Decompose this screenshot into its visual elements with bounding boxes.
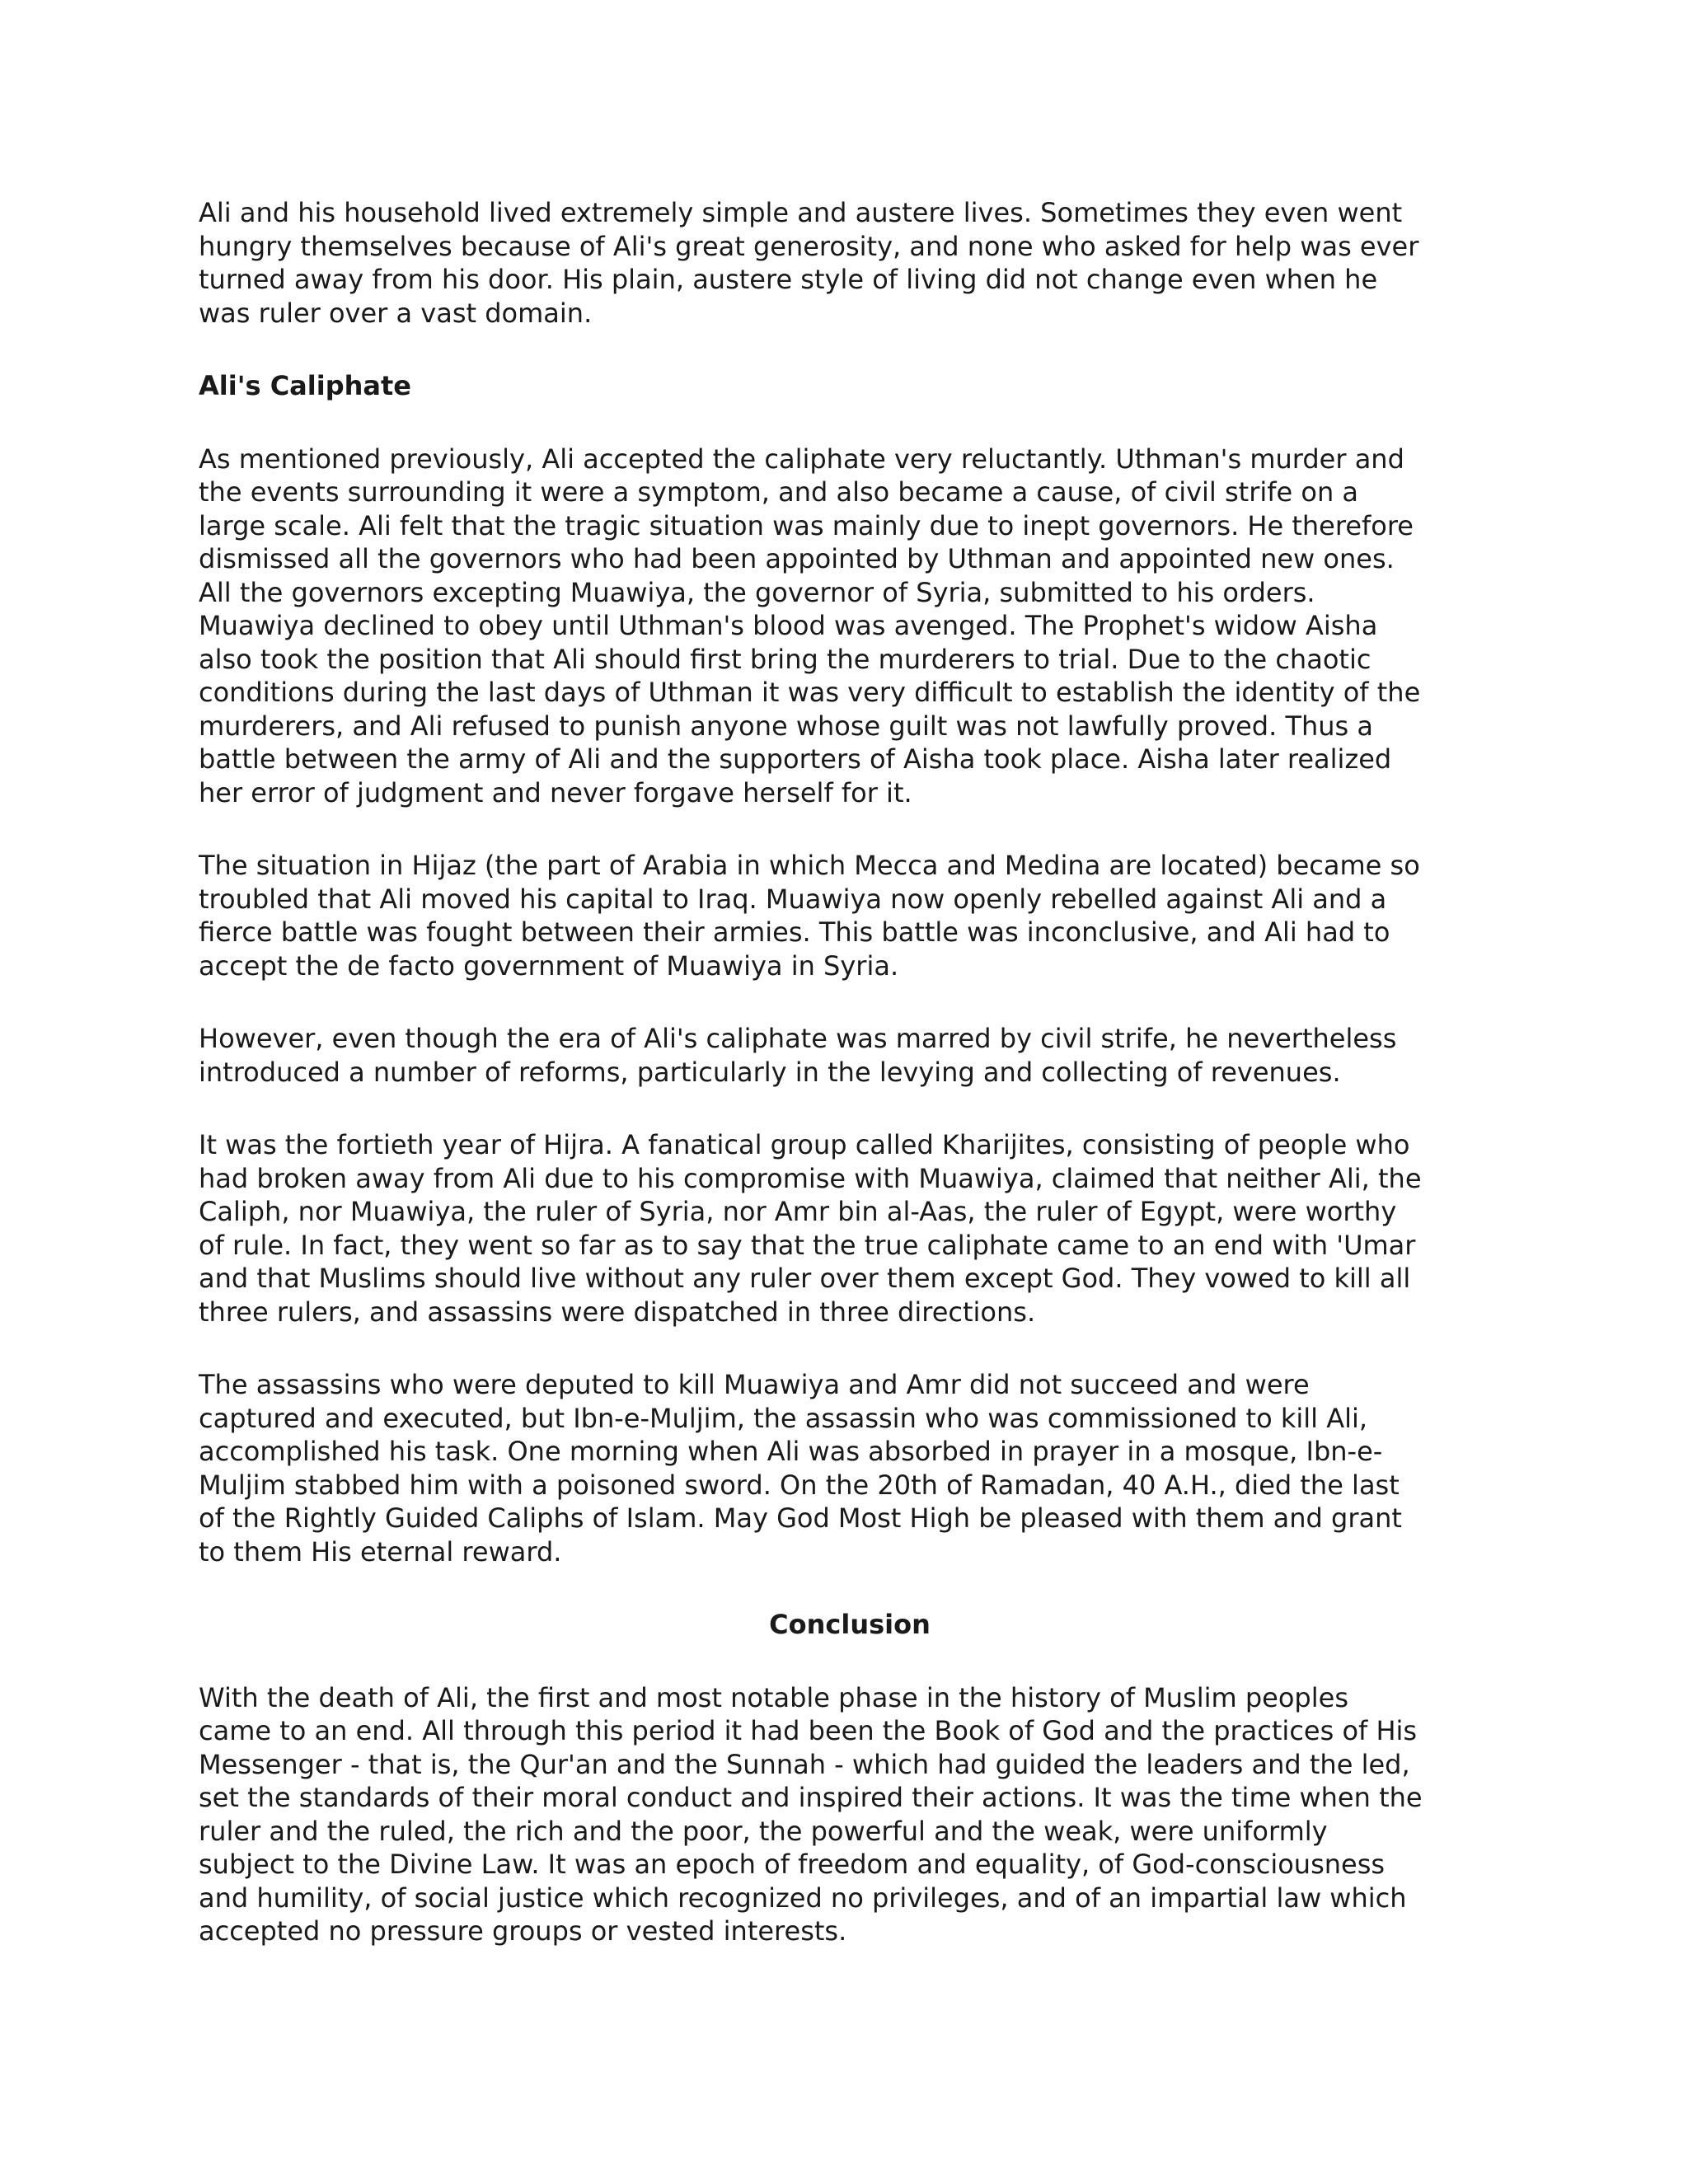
paragraph-kharijites: [199, 1128, 1501, 1329]
text-line: three rulers, and assassins were dispatched in three directions.: [199, 1296, 1036, 1328]
paragraph-household: [199, 196, 1501, 330]
text-line: introduced a number of reforms, particularly in the levying and collecting of revenues.: [199, 1056, 1341, 1088]
text-line: murderers, and Ali refused to punish anyone whose guilt was not lawfully proved. Thus a: [199, 710, 1373, 742]
text-line: The assassins who were deputed to kill Muawiya and Amr did not succeed and were: [199, 1369, 1310, 1400]
text-line: accomplished his task. One morning when Ali was absorbed in prayer in a mosque, Ibn-e-: [199, 1436, 1383, 1467]
text-line: and that Muslims should live without any ruler over them except God. They vowed to kill all: [199, 1263, 1411, 1294]
text-line: hungry themselves because of Ali's great generosity, and none who asked for help was ever: [199, 230, 1419, 262]
text-line: of the Rightly Guided Caliphs of Islam. May God Most High be pleased with them and grant: [199, 1502, 1402, 1534]
text-line: Muljim stabbed him with a poisoned sword. On the 20th of Ramadan, 40 A.H., died the last: [199, 1469, 1400, 1501]
text-line: subject to the Divine Law. It was an epoch of freedom and equality, of God-consciousness: [199, 1849, 1386, 1880]
paragraph-caliphate-accepted: [199, 443, 1501, 810]
text-line: All the governors excepting Muawiya, the governor of Syria, submitted to his orders.: [199, 576, 1315, 608]
text-line: However, even though the era of Ali's caliphate was marred by civil strife, he nevertheless: [199, 1023, 1397, 1054]
paragraph-conclusion: [199, 1681, 1501, 1948]
text-line: her error of judgment and never forgave herself for it.: [199, 776, 912, 808]
text-line: had broken away from Ali due to his compromise with Muawiya, claimed that neither Ali, the: [199, 1162, 1422, 1194]
document-page: [199, 196, 1501, 1988]
text-line: As mentioned previously, Ali accepted the caliphate very reluctantly. Uthman's murder and: [199, 443, 1404, 475]
text-line: dismissed all the governors who had been appointed by Uthman and appointed new ones.: [199, 543, 1395, 574]
text-line: large scale. Ali felt that the tragic situation was mainly due to inept governors. He therefore: [199, 509, 1414, 541]
text-line: The situation in Hijaz (the part of Arabia in which Mecca and Medina are located) became so: [199, 850, 1420, 881]
text-line: came to an end. All through this period it had been the Book of God and the practices of His: [199, 1715, 1418, 1746]
text-line: ruler and the ruled, the rich and the poor, the powerful and the weak, were uniformly: [199, 1815, 1328, 1847]
text-line: turned away from his door. His plain, austere style of living did not change even when he: [199, 264, 1378, 295]
paragraph-assassins: [199, 1368, 1501, 1568]
text-line: accept the de facto government of Muawiya in Syria.: [199, 949, 899, 982]
text-line: fierce battle was fought between their armies. This battle was inconclusive, and Ali had to: [199, 916, 1390, 948]
text-line: captured and executed, but Ibn-e-Muljim, the assassin who was commissioned to kill Ali,: [199, 1402, 1368, 1434]
heading-conclusion: Conclusion: [769, 1609, 931, 1640]
text-line: With the death of Ali, the first and most notable phase in the history of Muslim peoples: [199, 1681, 1348, 1713]
text-line: of rule. In fact, they went so far as to say that the true caliphate came to an end with 'Umar: [199, 1229, 1416, 1261]
text-line: It was the fortieth year of Hijra. A fanatical group called Kharijites, consisting of people who: [199, 1129, 1410, 1160]
text-line: to them His eternal reward.: [199, 1535, 562, 1568]
text-line: troubled that Ali moved his capital to Iraq. Muawiya now openly rebelled against Ali and a: [199, 883, 1387, 915]
text-line: set the standards of their moral conduct and inspired their actions. It was the time when the: [199, 1782, 1423, 1813]
paragraph-reforms: [199, 1022, 1501, 1089]
text-line: the events surrounding it were a symptom, and also became a cause, of civil strife on a: [199, 476, 1358, 508]
text-line: Messenger - that is, the Qur'an and the Sunnah - which had guided the leaders and the led,: [199, 1748, 1410, 1780]
paragraph-hijaz: [199, 849, 1501, 982]
text-line: Muawiya declined to obey until Uthman's blood was avenged. The Prophet's widow Aisha: [199, 610, 1378, 641]
text-line: Ali and his household lived extremely simple and austere lives. Sometimes they even went: [199, 197, 1403, 228]
text-line: and humility, of social justice which recognized no privileges, and of an impartial law which: [199, 1882, 1407, 1914]
text-line: was ruler over a vast domain.: [199, 297, 593, 329]
text-line: Caliph, nor Muawiya, the ruler of Syria, nor Amr bin al-Aas, the ruler of Egypt, were worthy: [199, 1196, 1397, 1227]
heading-alis-caliphate: Ali's Caliphate: [199, 370, 411, 401]
text-line: also took the position that Ali should first bring the murderers to trial. Due to the chaotic: [199, 643, 1372, 675]
text-line: conditions during the last days of Uthman it was very difficult to establish the identity of the: [199, 677, 1421, 708]
text-line: battle between the army of Ali and the supporters of Aisha took place. Aisha later realized: [199, 743, 1392, 775]
text-line: accepted no pressure groups or vested interests.: [199, 1915, 847, 1947]
